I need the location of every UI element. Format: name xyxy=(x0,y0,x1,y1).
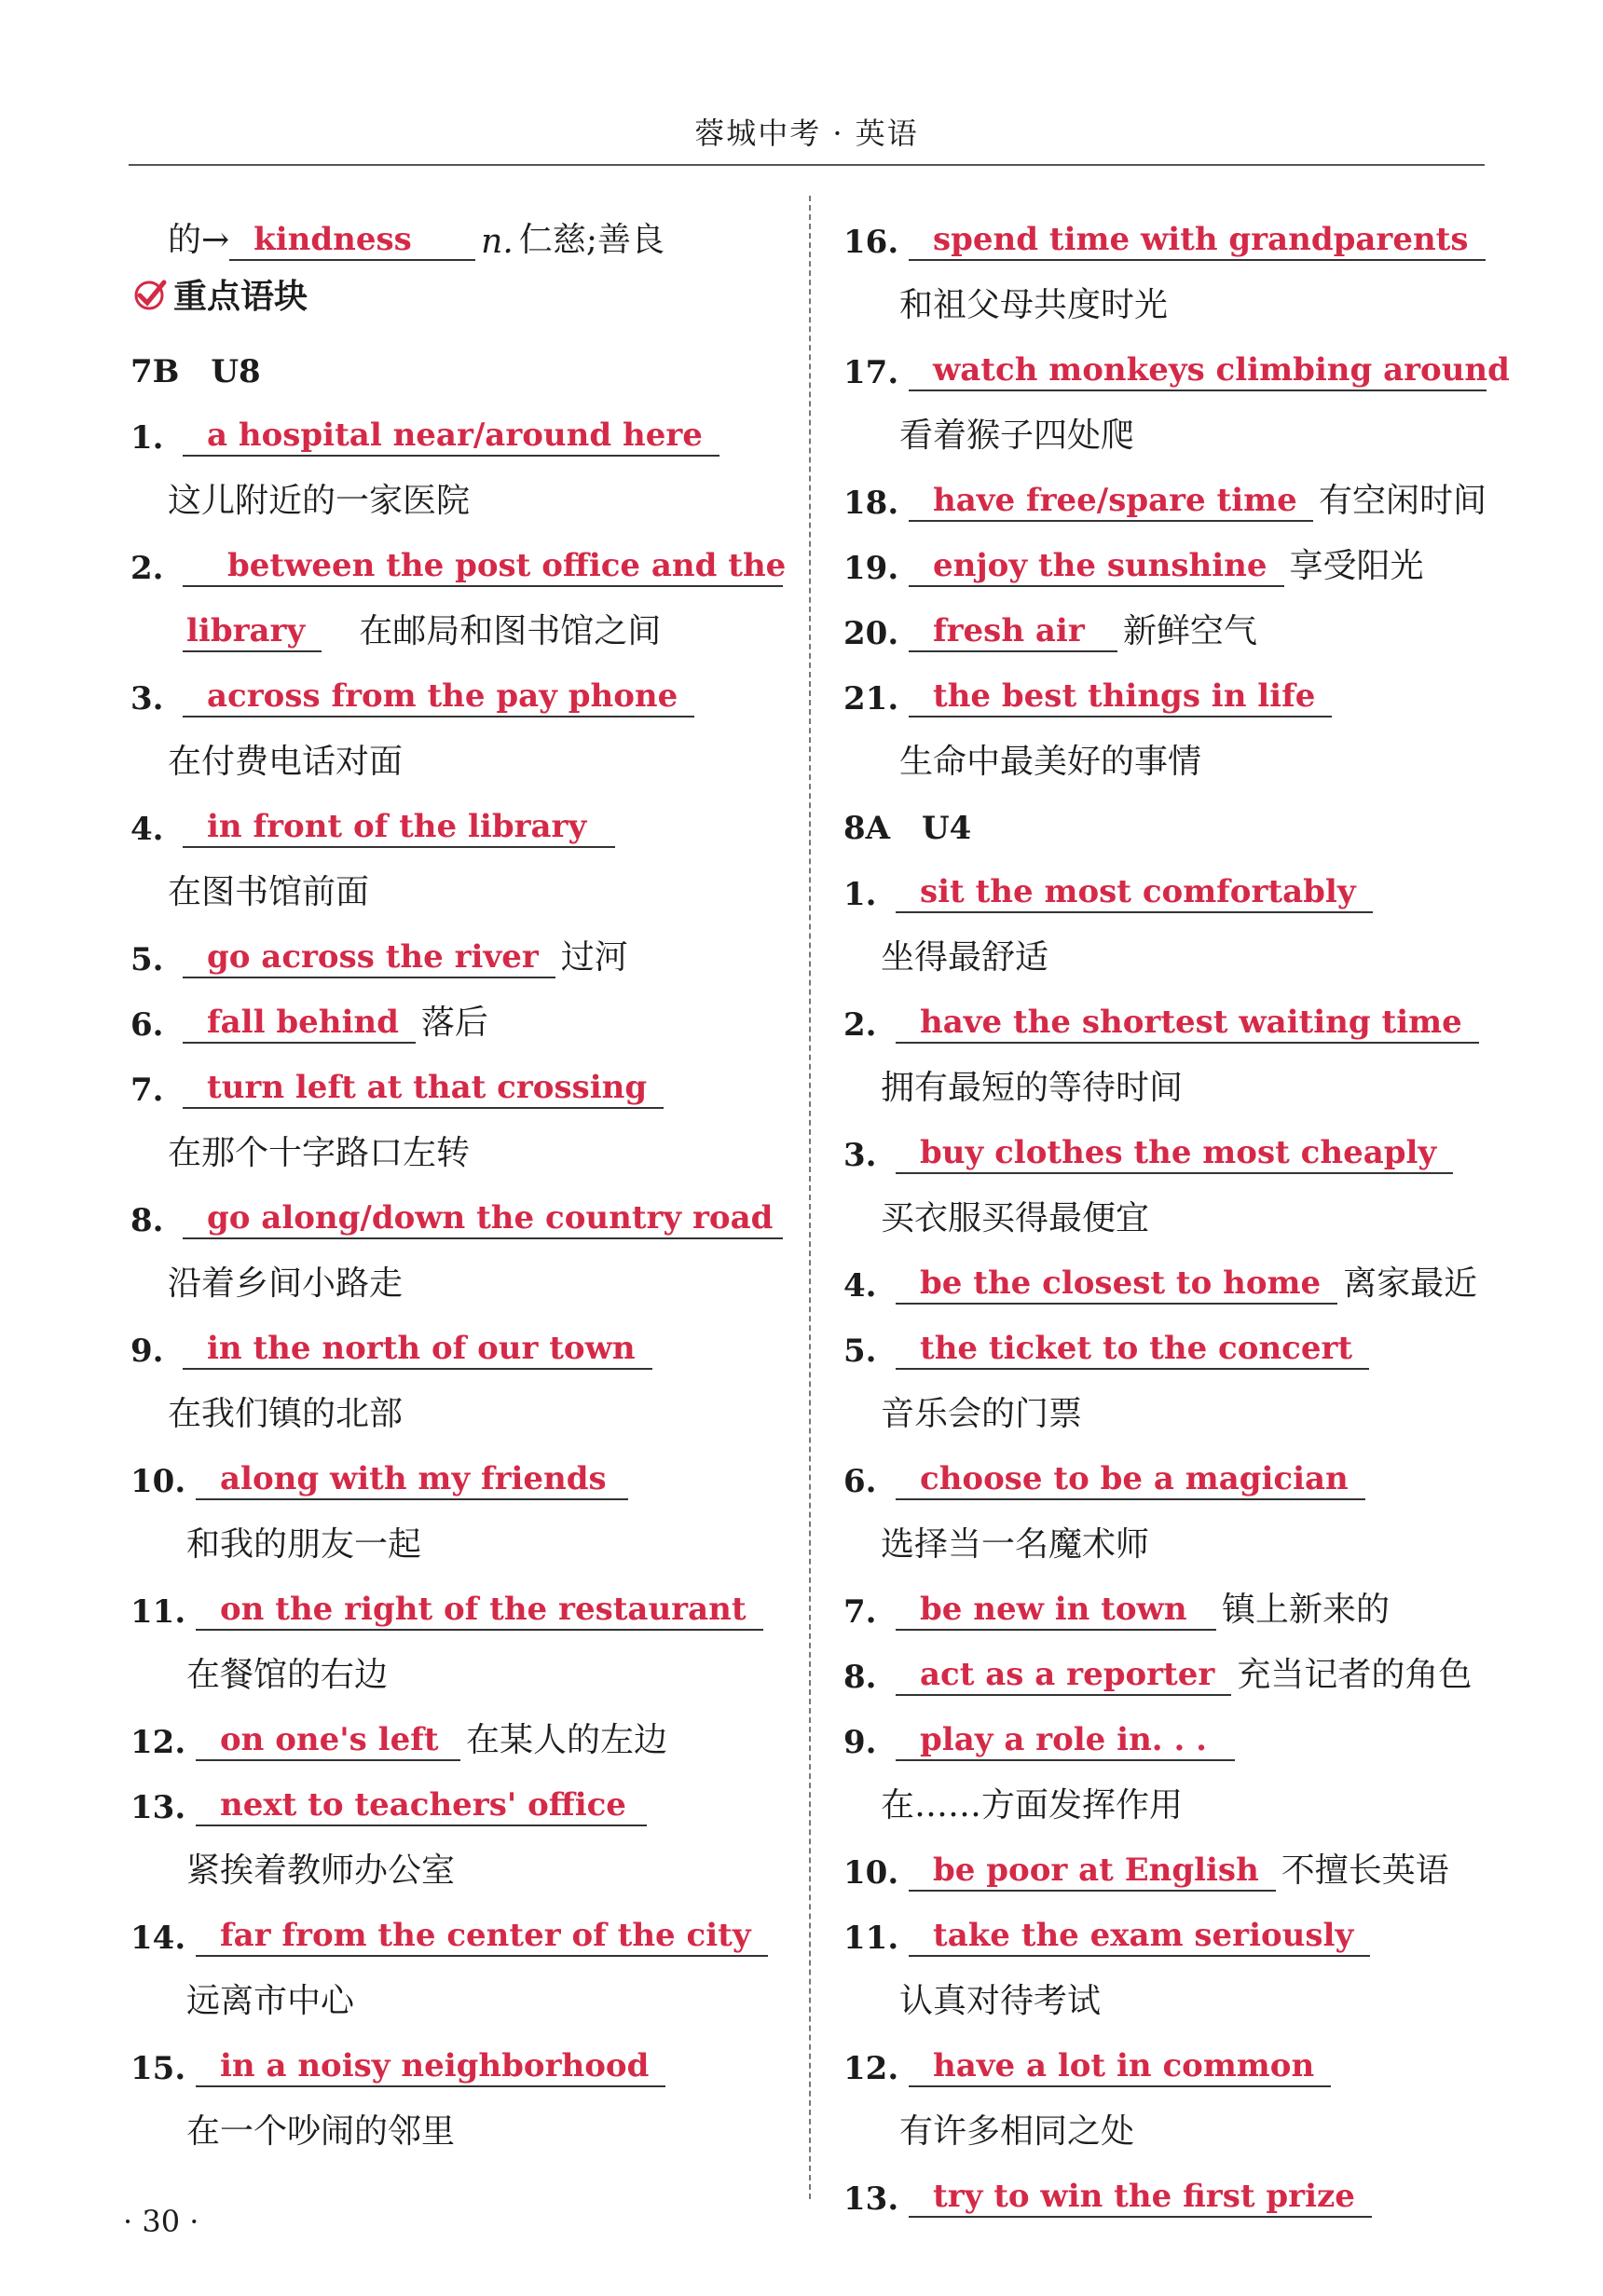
kindness-pos: n. xyxy=(481,223,514,261)
item-answer: choose to be a magician xyxy=(896,1459,1365,1500)
item-answer: buy clothes the most cheaply xyxy=(896,1133,1453,1174)
item-answer: enjoy the sunshine xyxy=(909,546,1284,587)
kindness-line xyxy=(130,196,783,261)
item-answer: have the shortest waiting time xyxy=(896,1003,1479,1044)
list-item xyxy=(843,196,1487,261)
item-meaning: 在我们镇的北部 xyxy=(168,1395,404,1433)
item-number: 7. xyxy=(843,1593,877,1631)
item-number: 13. xyxy=(130,1789,186,1826)
list-item xyxy=(843,848,1487,913)
list-item xyxy=(130,1565,783,1631)
list-item xyxy=(130,1892,783,1957)
list-item-continued xyxy=(130,587,783,652)
list-item xyxy=(130,783,783,848)
item-number: 17. xyxy=(843,354,899,391)
item-answer: between the post office and the xyxy=(183,546,783,587)
item-answer: the best things in life xyxy=(909,676,1332,718)
list-item xyxy=(130,1044,783,1109)
item-meaning: 这儿附近的一家医院 xyxy=(168,482,471,520)
unit-heading-8a: 8A U4 xyxy=(843,810,972,847)
item-answer: spend time with grandparents xyxy=(909,220,1486,261)
list-item xyxy=(843,2152,1487,2218)
item-answer: be the closest to home xyxy=(896,1264,1337,1305)
item-answer: try to win the first prize xyxy=(909,2177,1372,2218)
item-meaning: 在餐馆的右边 xyxy=(186,1656,389,1694)
item-meaning: 拥有最短的等待时间 xyxy=(881,1069,1184,1107)
kindness-prefix: 的→ xyxy=(168,221,230,259)
item-answer: sit the most comfortably xyxy=(896,872,1373,913)
list-item xyxy=(843,457,1487,522)
item-number: 21. xyxy=(843,680,899,718)
item-number: 12. xyxy=(130,1724,186,1761)
item-answer: next to teachers' office xyxy=(196,1785,647,1826)
item-number: 6. xyxy=(843,1463,877,1500)
item-meaning: 坐得最舒适 xyxy=(881,938,1049,977)
item-meaning: 新鲜空气 xyxy=(1123,612,1258,650)
item-answer: along with my friends xyxy=(196,1459,628,1500)
list-item xyxy=(843,1109,1487,1174)
list-item xyxy=(843,978,1487,1044)
item-answer: have free/spare time xyxy=(909,481,1313,522)
item-answer: fall behind xyxy=(183,1003,416,1044)
item-answer: the ticket to the concert xyxy=(896,1329,1369,1370)
item-meaning: 离家最近 xyxy=(1343,1264,1478,1303)
list-item xyxy=(130,2022,783,2087)
list-item xyxy=(843,326,1510,391)
list-item xyxy=(130,1435,783,1500)
item-number: 10. xyxy=(130,1463,186,1500)
item-meaning: 看着猴子四处爬 xyxy=(899,417,1135,455)
item-meaning: 在图书馆前面 xyxy=(168,873,370,911)
item-number: 8. xyxy=(843,1659,877,1696)
list-item xyxy=(843,2022,1487,2087)
item-number: 16. xyxy=(843,224,899,261)
item-answer: in front of the library xyxy=(183,807,615,848)
item-meaning: 在那个十字路口左转 xyxy=(168,1134,471,1172)
section-title xyxy=(130,261,783,326)
item-answer-continued: library xyxy=(183,611,322,652)
left-column xyxy=(130,196,787,2152)
item-number: 1. xyxy=(130,419,164,457)
item-meaning: 有空闲时间 xyxy=(1318,482,1487,520)
right-column xyxy=(843,196,1510,2218)
item-number: 3. xyxy=(130,680,164,718)
page-header: 蓉城中考 · 英语 xyxy=(694,116,919,151)
item-meaning: 音乐会的门票 xyxy=(881,1395,1083,1433)
list-item xyxy=(843,1435,1487,1500)
item-number: 2. xyxy=(843,1006,877,1044)
item-number: 4. xyxy=(130,811,164,848)
list-item xyxy=(843,1892,1487,1957)
item-answer: far from the center of the city xyxy=(196,1916,768,1957)
item-number: 4. xyxy=(843,1267,877,1305)
list-item xyxy=(843,652,1487,718)
item-answer: on the right of the restaurant xyxy=(196,1590,763,1631)
item-number: 14. xyxy=(130,1920,186,1957)
page-number: · 30 · xyxy=(123,2204,199,2239)
item-answer: go across the river xyxy=(183,937,555,978)
kindness-meaning: 仁慈;善良 xyxy=(518,221,664,259)
list-item xyxy=(130,1305,783,1370)
list-item xyxy=(843,1631,1487,1696)
item-meaning: 认真对待考试 xyxy=(899,1982,1102,2020)
item-answer: take the exam seriously xyxy=(909,1916,1370,1957)
item-answer: be poor at English xyxy=(909,1851,1276,1892)
item-answer: across from the pay phone xyxy=(183,676,694,718)
kindness-answer: kindness xyxy=(229,220,475,261)
item-number: 18. xyxy=(843,485,899,522)
item-meaning: 在一个吵闹的邻里 xyxy=(186,2112,456,2151)
item-number: 19. xyxy=(843,550,899,587)
list-item xyxy=(130,522,787,587)
item-answer: a hospital near/around here xyxy=(183,416,719,457)
item-answer: act as a reporter xyxy=(896,1655,1231,1696)
item-number: 6. xyxy=(130,1006,164,1044)
item-meaning: 在……方面发挥作用 xyxy=(881,1786,1184,1824)
item-number: 8. xyxy=(130,1202,164,1239)
list-item xyxy=(843,1565,1487,1631)
list-item xyxy=(843,1239,1487,1305)
list-item xyxy=(843,1305,1487,1370)
item-meaning: 紧挨着教师办公室 xyxy=(186,1852,456,1890)
item-answer: go along/down the country road xyxy=(183,1198,783,1239)
item-number: 9. xyxy=(843,1724,877,1761)
item-number: 9. xyxy=(130,1332,164,1370)
item-meaning: 沿着乡间小路走 xyxy=(168,1264,404,1303)
item-answer: fresh air xyxy=(909,611,1117,652)
item-number: 7. xyxy=(130,1072,164,1109)
item-meaning: 买衣服买得最便宜 xyxy=(881,1199,1150,1237)
item-number: 5. xyxy=(843,1332,877,1370)
list-item xyxy=(130,652,783,718)
item-meaning: 落后 xyxy=(420,1004,488,1042)
item-meaning: 在付费电话对面 xyxy=(168,743,404,781)
item-meaning: 有许多相同之处 xyxy=(899,2112,1135,2151)
list-item xyxy=(843,1826,1487,1892)
item-meaning: 和我的朋友一起 xyxy=(186,1525,422,1564)
item-number: 10. xyxy=(843,1854,899,1892)
check-icon xyxy=(130,275,168,312)
list-item xyxy=(130,1696,783,1761)
header-rule xyxy=(129,164,1485,166)
item-meaning: 选择当一名魔术师 xyxy=(881,1525,1150,1564)
item-meaning: 充当记者的角色 xyxy=(1237,1656,1473,1694)
list-item xyxy=(130,978,783,1044)
list-item xyxy=(130,1174,783,1239)
item-meaning: 在邮局和图书馆之间 xyxy=(359,612,662,650)
item-number: 11. xyxy=(843,1920,899,1957)
item-meaning: 和祖父母共度时光 xyxy=(899,286,1169,324)
item-number: 12. xyxy=(843,2050,899,2087)
list-item xyxy=(843,1696,1487,1761)
item-answer: be new in town xyxy=(896,1590,1216,1631)
list-item xyxy=(843,522,1487,587)
item-number: 15. xyxy=(130,2050,186,2087)
list-item xyxy=(130,1761,783,1826)
item-number: 13. xyxy=(843,2180,899,2218)
item-number: 11. xyxy=(130,1593,186,1631)
list-item xyxy=(843,587,1487,652)
item-answer: on one's left xyxy=(196,1720,460,1761)
section-title-text: 重点语块 xyxy=(173,276,308,316)
item-meaning: 镇上新来的 xyxy=(1222,1591,1391,1629)
item-meaning: 远离市中心 xyxy=(186,1982,355,2020)
item-answer: turn left at that crossing xyxy=(183,1068,664,1109)
list-item xyxy=(130,391,783,457)
item-answer: play a role in. . . xyxy=(896,1720,1235,1761)
item-meaning: 在某人的左边 xyxy=(466,1721,668,1759)
item-answer: in a noisy neighborhood xyxy=(196,2046,665,2087)
item-meaning: 生命中最美好的事情 xyxy=(899,743,1202,781)
item-number: 20. xyxy=(843,615,899,652)
item-number: 2. xyxy=(130,550,164,587)
item-number: 5. xyxy=(130,941,164,978)
item-meaning: 过河 xyxy=(560,938,628,977)
unit-heading-7b: 7B U8 xyxy=(130,353,261,390)
item-answer: have a lot in common xyxy=(909,2046,1331,2087)
item-number: 3. xyxy=(843,1137,877,1174)
list-item xyxy=(130,913,783,978)
item-answer: in the north of our town xyxy=(183,1329,652,1370)
item-number: 1. xyxy=(843,876,877,913)
column-divider xyxy=(809,196,811,2199)
item-meaning: 不擅长英语 xyxy=(1281,1852,1449,1890)
item-meaning: 享受阳光 xyxy=(1289,547,1424,585)
item-answer: watch monkeys climbing around xyxy=(909,350,1487,391)
